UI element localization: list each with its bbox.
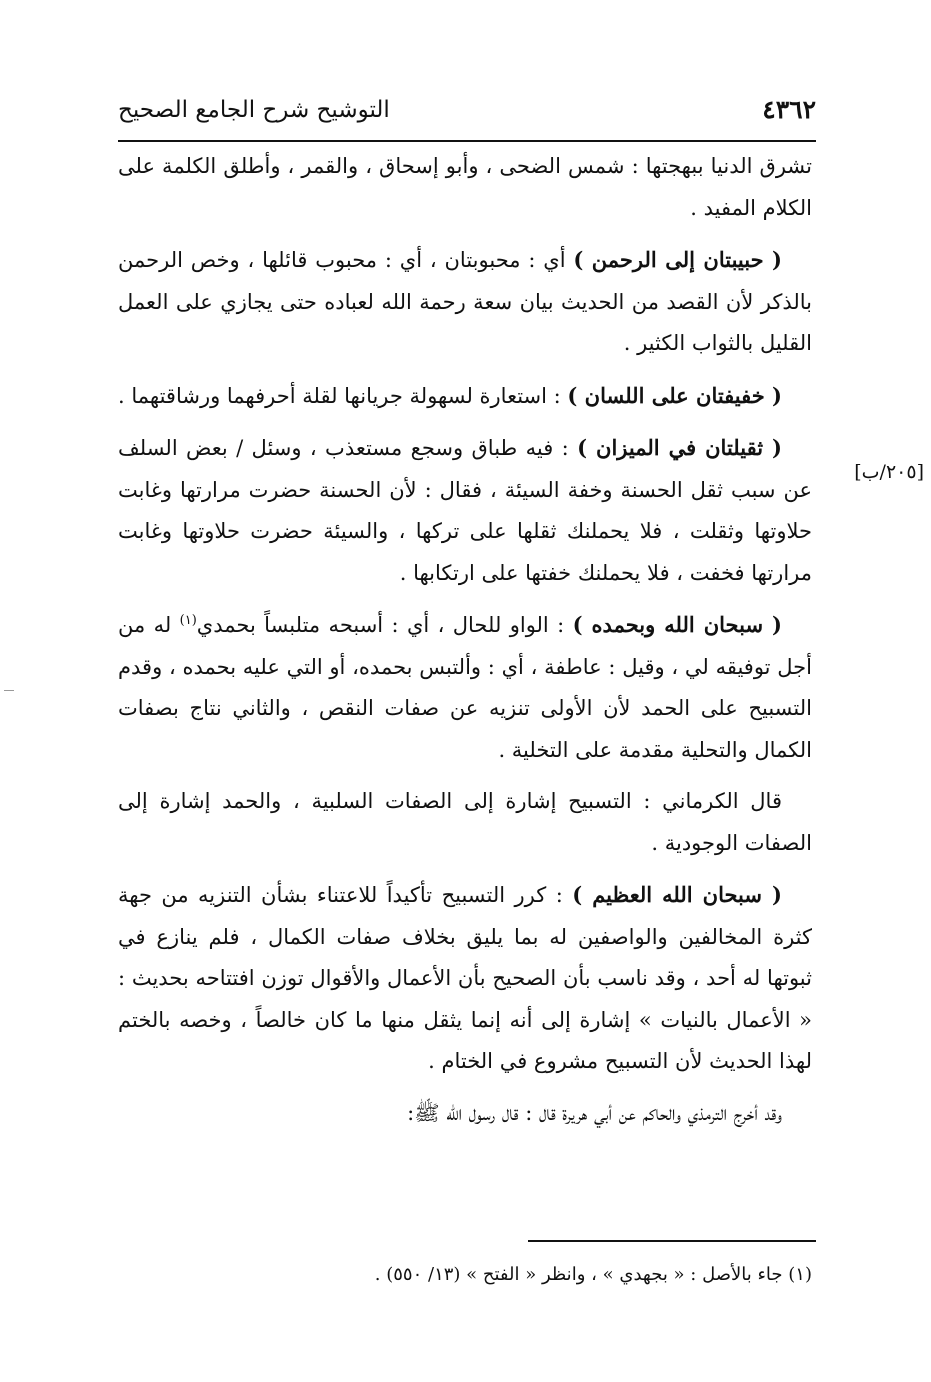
body-text bbox=[118, 146, 812, 1144]
paragraph-4-text: : فيه طباق وسجع مستعذب ، وسئل / بعض السلف عن سبب ثقل الحسنة وخفة السيئة ، فقال : لأن الحسنة حضرت مرارتها وغابت حلاوتها وثقلت ، فلا يحملنك ثقلها على تركها ، والسيئة حضرت حلاوتها وغابت مرارتها فخفت ، فلا يحملنك خفتها على ارتكابها . bbox=[118, 436, 812, 585]
footnote: (١) جاء بالأصل : « بجهدي » ، وانظر « الفتح » (١٣/ ٥٥٠) . bbox=[374, 1264, 812, 1285]
paragraph-6 bbox=[118, 781, 812, 864]
page-header bbox=[118, 92, 816, 136]
paragraph-1 bbox=[118, 146, 812, 229]
lemma-khafifatan: ( خفيفتان على اللسان ) bbox=[567, 382, 782, 408]
lemma-subhan-al-azim: ( سبحان الله العظيم ) bbox=[572, 882, 782, 907]
scan-margin-mark bbox=[4, 690, 14, 691]
lemma-habibatan: ( حبيبتان إلى الرحمن ) bbox=[573, 247, 782, 272]
lemma-subhan-wa-bihamdihi: ( سبحان الله وبحمده ) bbox=[572, 612, 782, 637]
paragraph-6-text: قال الكرماني : التسبيح إشارة إلى الصفات السلبية ، والحمد إشارة إلى الصفات الوجودية . bbox=[118, 789, 812, 855]
margin-folio-note: [٢٠٥/ب] bbox=[854, 461, 924, 483]
paragraph-5-text-before: : الواو للحال ، أي : أسبحه متلبساً بحمدي bbox=[196, 613, 573, 637]
paragraph-8 bbox=[118, 1093, 812, 1135]
paragraph-4 bbox=[118, 427, 812, 594]
paragraph-5-text-after: له من أجل توفيقه لي ، وقيل : عاطفة ، أي : وألتبس بحمده، أو التي عليه بحمده ، وقدم التسبيح على الحمد لأن الأولى تنزيه عن صفات النقص ، والثاني نتاج بصفات الكمال والتحلية مقدمة على التخلية . bbox=[118, 613, 812, 762]
paragraph-7-text: : كرر التسبيح تأكيداً للاعتناء بشأن التنزيه من جهة كثرة المخالفين والواصفين له بما يليق بخلاف صفات الكمال ، فلم ينازع في ثبوتها له أحد ، وقد ناسب بأن الصحيح بأن الأعمال والأقوال توزن افتتاحه بحديث : « الأعمال بالنيات » إشارة إلى أنه إنما يثقل منها ما كان خالصاً ، وخصه بالختم لهذا الحديث لأن التسبيح مشروع في الختام . bbox=[118, 883, 812, 1073]
paragraph-3 bbox=[118, 375, 812, 418]
paragraph-5 bbox=[118, 604, 812, 771]
paragraph-8-text: وقد أخرج الترمذي والحاكم عن أبي هريرة قال : قال رسول الله ﷺ: bbox=[407, 1100, 782, 1125]
footnote-rule bbox=[528, 1240, 816, 1242]
footnote-reference[interactable]: (١) bbox=[179, 613, 197, 628]
page-number: ٤٣٦٢ bbox=[762, 95, 816, 124]
paragraph-2 bbox=[118, 239, 812, 365]
paragraph-1-text: تشرق الدنيا ببهجتها : شمس الضحى ، وأبو إسحاق ، والقمر ، وأطلق الكلمة على الكلام المفيد . bbox=[118, 154, 812, 220]
paragraph-7 bbox=[118, 874, 812, 1083]
paragraph-2-text: أي : محبوبتان ، أي : محبوب قائلها ، وخص الرحمن بالذكر لأن القصد من الحديث بيان سعة رحمة الله لعباده حتى يجازي على العمل القليل بالثواب الكثير . bbox=[118, 248, 812, 355]
lemma-thaqilatan: ( ثقيلتان في الميزان ) bbox=[577, 435, 782, 460]
header-rule bbox=[118, 140, 816, 142]
paragraph-3-text: : استعارة لسهولة جريانها لقلة أحرفهما ورشاقتهما . bbox=[118, 383, 568, 408]
running-title: التوشيح شرح الجامع الصحيح bbox=[118, 97, 390, 123]
